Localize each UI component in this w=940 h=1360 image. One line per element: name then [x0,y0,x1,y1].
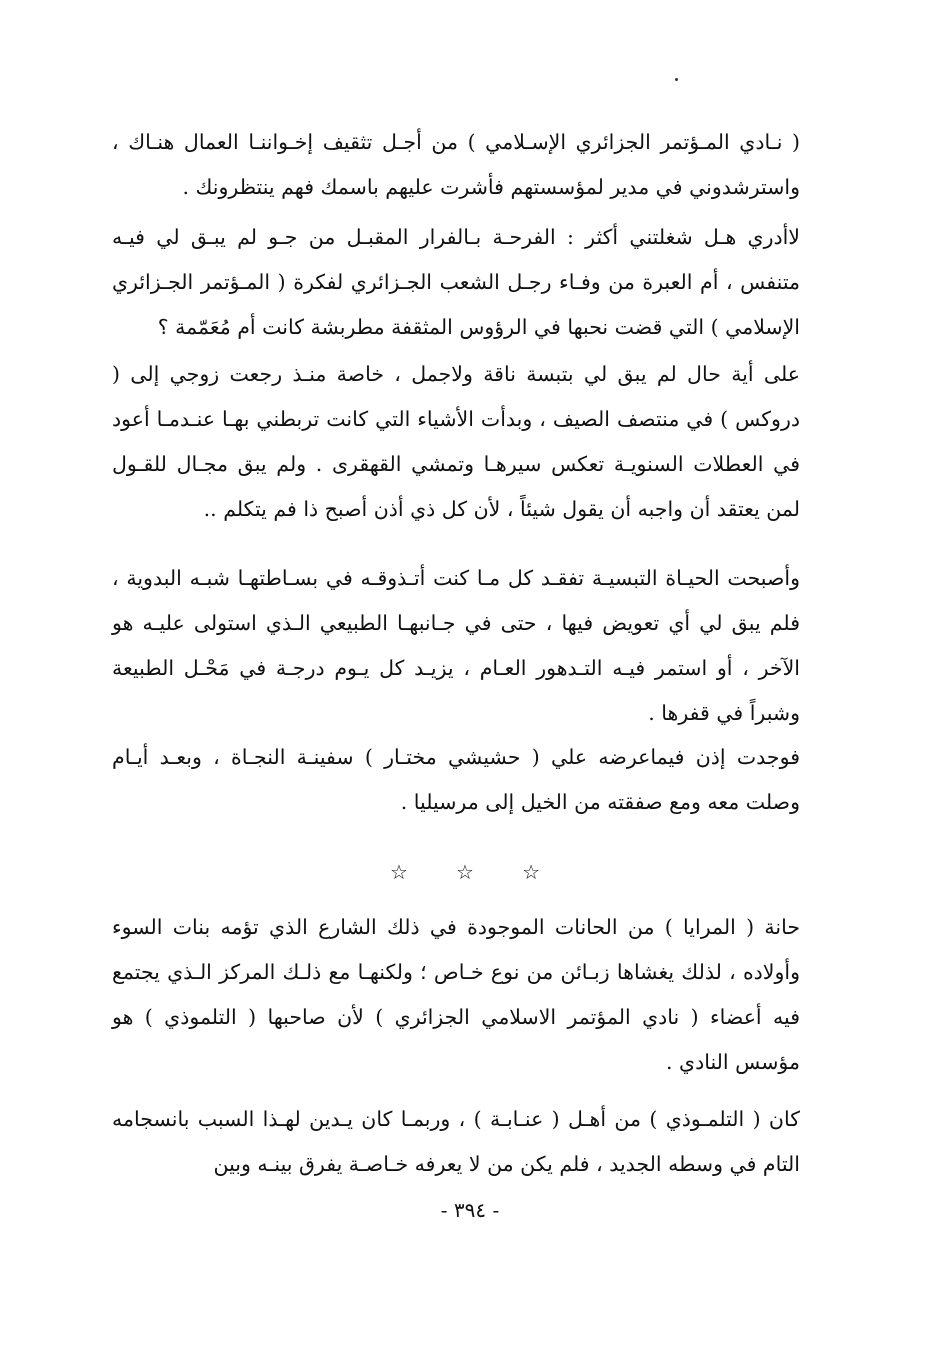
paragraph-4: وأصبحت الحيـاة التبسيـة تفقـد كل مـا كنت أتـذوقـه في بسـاطتهـا شبـه البدوية ، فلم يبق لي أي تعويض فيها ، حتى في جـانبهـا الطبيعي الـذي استولى عليـه هو الآخر ، أو استمر فيـه التـدهور العـام ، يزيـد كل يـوم درجـة في مَحْـل الطبيعة وشبراً في قفرها . [112,566,800,725]
star-icon: ☆ [390,860,408,884]
paragraph-6: حانة ( المرايا ) من الحانات الموجودة في ذلك الشارع الذي تؤمه بنات السوء وأولاده ، لذلك يغشاها زبـائن من نوع خـاص ؛ ولكنهـا مع ذلـك المركز الـذي يجتمع فيه أعضاء ( نادي المؤتمر الاسلامي الجزائري ) لأن صاحبها ( التلموذي ) هو مؤسس النادي . [112,915,800,1074]
star-icon: ☆ [522,860,540,884]
page-number: - ٣٩٤ - [440,1198,500,1222]
star-icon: ☆ [456,860,474,884]
paragraph-1: ( نـادي المـؤتمر الجزائري الإسـلامي ) من أجـل تثقيف إخـواننـا العمال هنـاك ، واسترشدوني في مدير لمؤسستهم فأشرت عليهم باسمك فهم ينتظرونك . [112,130,800,199]
paragraph-2: لاأدري هـل شغلتني أكثر : الفرحـة بـالفرار المقبـل من جـو لم يبـق لي فيـه متنفس ، أم العبرة من وفـاء رجـل الشعب الجـزائري لفكرة ( المـؤتمر الجـزائري الإسلامي ) التي قضت نحبها في الرؤوس المثقفة مطربشة كانت أم مُعَمّمة ؟ [112,225,800,339]
paragraph-5: فوجدت إذن فيماعرضه علي ( حشيشي مختـار ) سفينـة النجـاة ، وبعـد أيـام وصلت معه ومع صفقته من الخيل إلى مرسيليا . [112,745,800,814]
page-speck [675,78,678,81]
section-separator [390,858,540,886]
paragraph-3: على أية حال لم يبق لي بتبسة ناقة ولاجمل ، خاصة منـذ رجعت زوجي إلى ( دروكس ) في منتصف الصيف ، وبدأت الأشياء التي كانت تربطني بهـا عنـدمـا أعود في العطلات السنويـة تعكس سيرهـا وتمشي القهقرى . ولم يبق مجـال للقـول لمن يعتقد أن واجبه أن يقول شيئاً ، لأن كل ذي أذن أصبح ذا فم يتكلم .. [112,362,800,521]
paragraph-7: كان ( التلمـوذي ) من أهـل ( عنـابـة ) ، وربمـا كان يـدين لهـذا السبب بانسجامه التام في وسطه الجديد ، فلم يكن من لا يعرفه خـاصـة يفرق بينـه وبين [112,1107,800,1176]
